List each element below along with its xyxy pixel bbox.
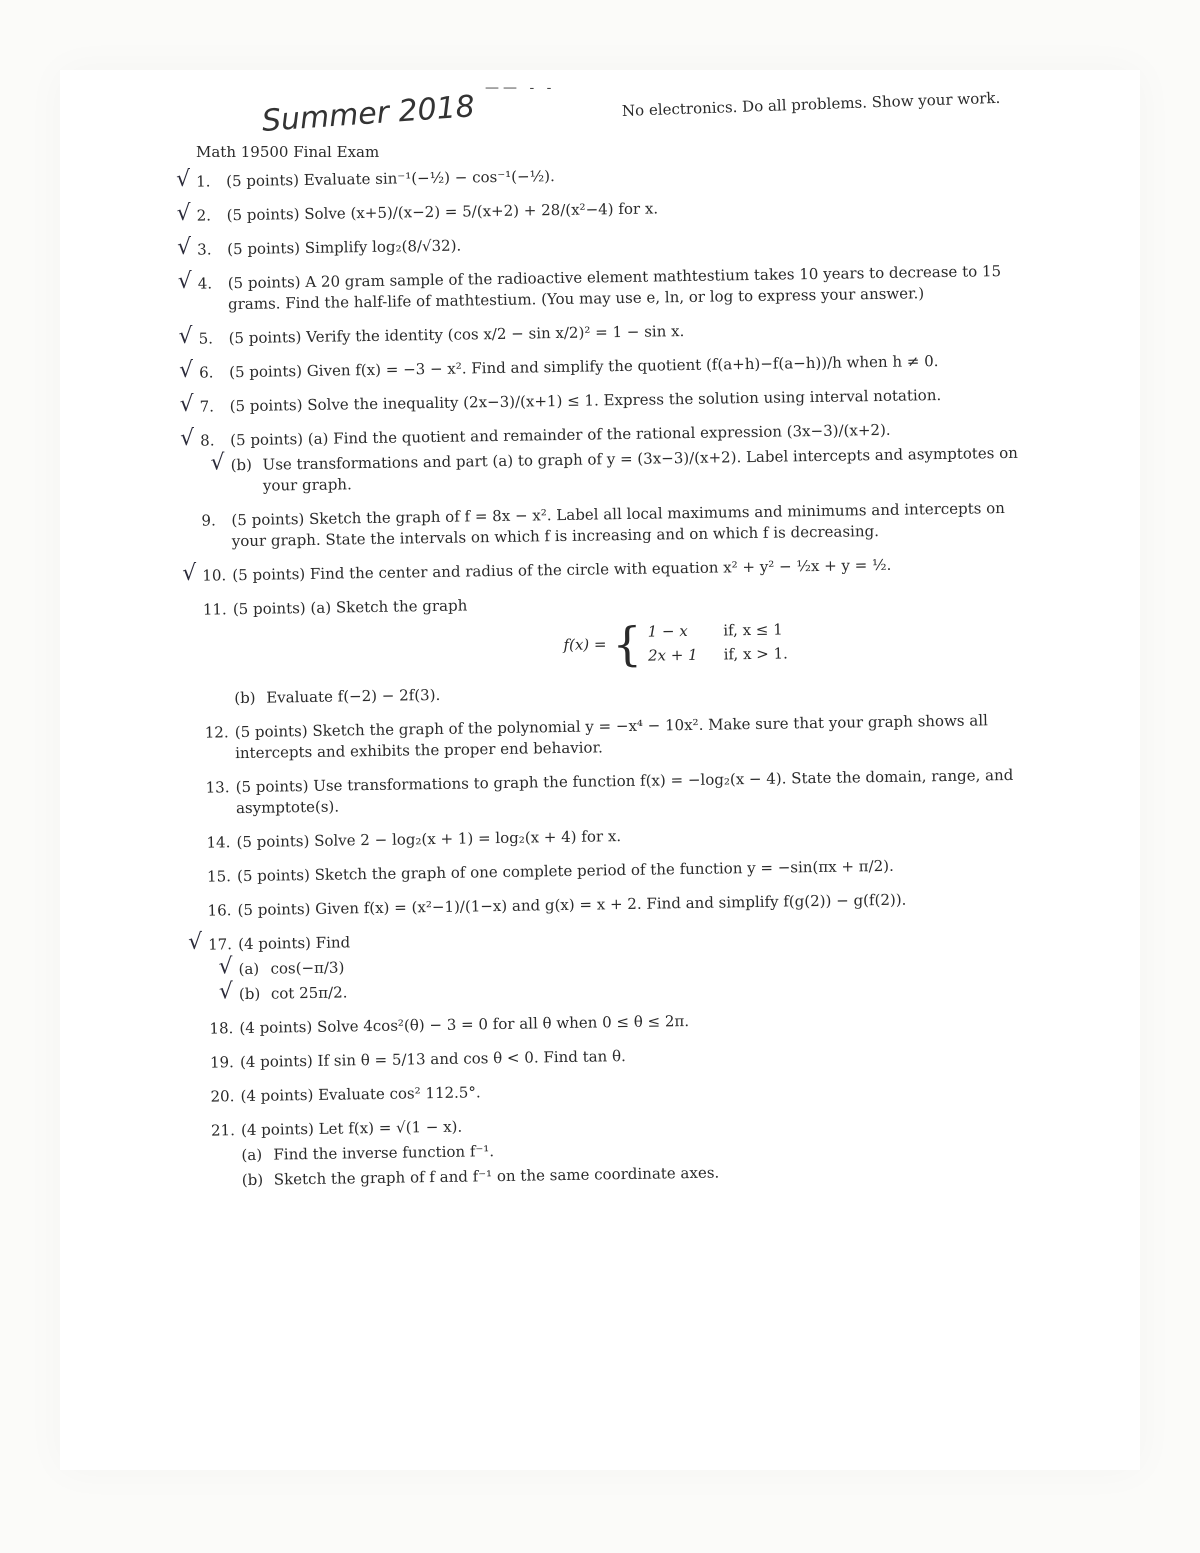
problem-item [177, 227, 1027, 261]
problem-number: 15. [206, 867, 232, 886]
problem-item [186, 820, 1036, 854]
problem-text: (5 points) Given f(x) = −3 − x². Find and simplify the quotient (f(a+h)−f(a−h))/h when h ≠ 0. [229, 352, 939, 382]
problem-item [187, 888, 1037, 922]
problem-item [178, 261, 1029, 316]
sub-problem [180, 443, 1031, 498]
problem-number: 7. [199, 397, 215, 416]
piecewise-expr: 2x + 1 [647, 645, 698, 665]
problem-item [179, 350, 1029, 384]
piecewise-expr: 1 − x [647, 622, 688, 641]
sub-problem-label: (a) [238, 959, 260, 979]
problem-item [181, 498, 1032, 553]
problem-item [185, 710, 1036, 765]
problem-text: (5 points) (a) Find the quotient and remainder of the rational expression (3x−3)/(x+2). [230, 420, 891, 450]
problem-text: (5 points) Find the center and radius of the circle with equation x² + y² − ½x + y = ½. [232, 555, 892, 585]
problem-number: 13. [205, 778, 230, 797]
piecewise-cond: if, x ≤ 1 [723, 620, 783, 640]
brace-icon: { [612, 616, 643, 672]
top-scribble: —— - - [485, 80, 556, 96]
sub-problem-label: (b) [238, 984, 261, 1004]
problem-number: 17. [207, 935, 233, 954]
problem-item [191, 1108, 1042, 1192]
problem-number: 4. [197, 274, 213, 293]
problem-item [182, 553, 1032, 587]
sub-problem-text: Find the inverse function f⁻¹. [273, 1142, 495, 1164]
problem-number: 11. [202, 600, 227, 619]
problem-number: 18. [209, 1019, 234, 1038]
problem-item [183, 587, 1035, 710]
problem-item [190, 1074, 1040, 1108]
problem-number: 10. [202, 566, 227, 585]
check-mark-icon: √ [187, 929, 203, 955]
check-mark-icon: √ [175, 166, 191, 192]
problem-text: (5 points) Given f(x) = (x²−1)/(1−x) and g(x) = x + 2. Find and simplify f(g(2)) − g(f(2)). [237, 890, 907, 920]
check-mark-icon: √ [218, 954, 233, 980]
sub-problem-label: (b) [230, 455, 253, 475]
handwritten-term: Summer 2018 [260, 89, 476, 139]
problem-text: (5 points) Sketch the graph of the polynomial y = −x⁴ − 10x². Make sure that your graph shows all intercepts and exhibits the proper end behavior. [234, 711, 988, 763]
problem-text: (5 points) Verify the identity (cos x/2 − sin x/2)² = 1 − sin x. [228, 322, 685, 348]
sub-problem-text: cot 25π/2. [270, 983, 348, 1003]
problem-text: (4 points) Find [237, 933, 351, 954]
check-mark-icon: √ [178, 323, 193, 349]
problem-item [180, 418, 1031, 498]
sub-problem-text: Sketch the graph of f and f⁻¹ on the same coordinate axes. [273, 1163, 720, 1189]
piecewise-lhs: f(x) = [563, 635, 607, 654]
problem-text: (5 points) Sketch the graph of one complete period of the function y = −sin(πx + π/2). [236, 856, 894, 886]
problem-text: (5 points) Sketch the graph of f = 8x − x². Label all local maximums and minimums and intercepts on your graph. State the intervals on which f is increasing and on which f is decreasing. [231, 499, 1006, 551]
problem-item [186, 765, 1037, 820]
problem-list [176, 159, 1042, 1205]
problem-number: 8. [200, 431, 215, 450]
sub-problem-text: cos(−π/3) [270, 958, 345, 978]
check-mark-icon: √ [179, 425, 195, 451]
sub-problem-label: (a) [241, 1145, 263, 1165]
problem-number: 3. [197, 240, 212, 259]
problem-number: 14. [206, 833, 231, 852]
check-mark-icon: √ [176, 234, 192, 260]
problem-number: 2. [196, 206, 212, 225]
problem-text: (5 points) Simplify log₂(8/√32). [227, 236, 462, 259]
problem-item [190, 1040, 1040, 1074]
exam-title: Math 19500 Final Exam [196, 143, 380, 161]
sub-problem [184, 676, 1034, 710]
problem-number: 5. [198, 329, 214, 348]
problem-number: 12. [204, 723, 229, 742]
problem-number: 16. [207, 901, 232, 920]
problem-item [187, 854, 1037, 888]
problem-item [178, 316, 1028, 350]
check-mark-icon: √ [218, 979, 234, 1005]
sub-problem-label: (b) [241, 1170, 264, 1190]
problem-text: (5 points) Evaluate sin⁻¹(−½) − cos⁻¹(−½). [226, 167, 555, 191]
problem-number: 19. [209, 1053, 234, 1072]
problem-item [188, 922, 1039, 1006]
problem-text: (4 points) Let f(x) = √(1 − x). [240, 1117, 463, 1140]
problem-item [177, 193, 1027, 227]
problem-item [189, 1006, 1039, 1040]
piecewise-function [563, 614, 1034, 672]
sub-problem-label: (b) [234, 688, 256, 708]
problem-text: (5 points) Solve (x+5)/(x−2) = 5/(x+2) + 28/(x²−4) for x. [226, 199, 659, 225]
problem-text: (5 points) Use transformations to graph the function f(x) = −log₂(x − 4). State the domain, range, and asymptote(s). [235, 765, 1014, 818]
problem-item [180, 384, 1030, 418]
problem-number: 1. [196, 172, 211, 191]
problem-text: (5 points) Solve 2 − log₂(x + 1) = log₂(x + 4) for x. [236, 827, 622, 852]
check-mark-icon: √ [176, 200, 191, 226]
check-mark-icon: √ [178, 357, 194, 383]
check-mark-icon: √ [210, 450, 225, 476]
problem-text: (4 points) If sin θ = 5/13 and cos θ < 0. Find tan θ. [239, 1047, 626, 1072]
problem-text: (4 points) Solve 4cos²(θ) − 3 = 0 for all θ when 0 ≤ θ ≤ 2π. [239, 1012, 690, 1038]
problem-number: 21. [210, 1121, 236, 1140]
piecewise-rows [647, 617, 788, 667]
check-mark-icon: √ [177, 268, 192, 294]
sub-problem-text: Evaluate f(−2) − 2f(3). [266, 685, 441, 707]
exam-instructions: No electronics. Do all problems. Show your work. [621, 88, 1001, 120]
problem-text: (5 points) (a) Sketch the graph [232, 596, 468, 619]
problem-number: 6. [199, 363, 214, 382]
check-mark-icon: √ [179, 391, 194, 417]
problem-number: 20. [210, 1087, 235, 1106]
piecewise-cond: if, x > 1. [723, 644, 789, 664]
sub-problem-text: Use transformations and part (a) to graph of y = (3x−3)/(x+2). Label intercepts and asymptotes on your graph. [262, 443, 1019, 495]
problem-text: (5 points) A 20 gram sample of the radioactive element mathtestium takes 10 years to decrease to 15 grams. Find the half-life of mathtestium. (You may use e, ln, or log to express your answer.) [227, 262, 1002, 314]
problem-text: (4 points) Evaluate cos² 112.5°. [240, 1083, 481, 1106]
check-mark-icon: √ [182, 560, 197, 586]
problem-text: (5 points) Solve the inequality (2x−3)/(x+1) ≤ 1. Express the solution using interval notation. [229, 386, 942, 416]
problem-number: 9. [201, 511, 216, 530]
